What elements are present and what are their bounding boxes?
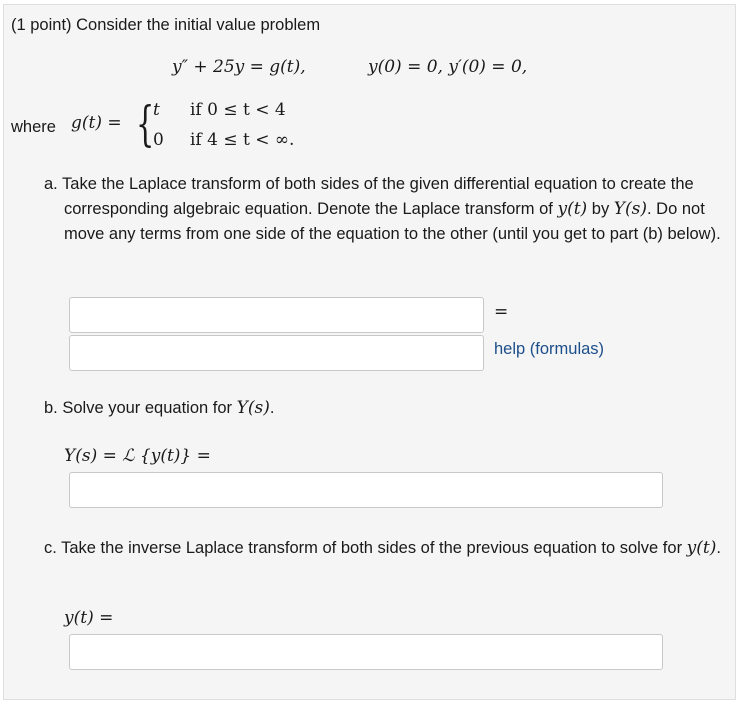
part-b-Ys: Y(s) bbox=[236, 398, 270, 418]
equals-sign: = bbox=[494, 302, 509, 322]
part-a bbox=[44, 172, 734, 247]
g-definition-lhs: g(t) = bbox=[71, 113, 122, 133]
part-a-instructions bbox=[44, 172, 734, 247]
problem-intro: (1 point) Consider the initial value problem bbox=[11, 16, 321, 34]
case2-condition: if 4 ≤ t < ∞. bbox=[190, 130, 295, 150]
part-a-lhs-input[interactable] bbox=[69, 297, 484, 333]
help-formulas-link[interactable]: help (formulas) bbox=[494, 340, 605, 358]
part-c-text: c. Take the inverse Laplace transform of both sides of the previous equation to solve for bbox=[44, 539, 687, 557]
initial-conditions: y(0) = 0, y′(0) = 0, bbox=[368, 57, 528, 77]
part-c-yt: y(t) bbox=[686, 538, 717, 558]
part-b-text: b. Solve your equation for bbox=[44, 399, 237, 417]
case1-condition: if 0 ≤ t < 4 bbox=[190, 100, 286, 120]
part-c bbox=[44, 535, 734, 561]
part-a-yt: y(t) bbox=[557, 199, 588, 219]
part-a-rhs-input[interactable] bbox=[69, 335, 484, 371]
part-c-instructions bbox=[44, 535, 734, 561]
part-c-input[interactable] bbox=[69, 634, 663, 670]
part-b-lhs: Y(s) = ℒ {y(t)} = bbox=[64, 446, 211, 466]
part-b-instructions bbox=[44, 396, 274, 420]
case2-value: 0 bbox=[153, 130, 164, 150]
part-a-text-start: a. Take the Laplace transform of both sides of the given differential equation to create the corresponding algebraic equation. Denote the Laplace transform of bbox=[44, 175, 694, 218]
case1-value: t bbox=[153, 100, 160, 120]
where-label: where bbox=[11, 118, 56, 136]
part-a-text-end: . Do not move any terms from one side of the equation to the other (until you get to part (b) below). bbox=[64, 200, 721, 243]
part-c-period: . bbox=[716, 539, 721, 557]
part-a-by: by bbox=[587, 200, 614, 218]
differential-equation: y″ + 25y = g(t), bbox=[172, 57, 306, 77]
part-b-period: . bbox=[269, 399, 275, 417]
piecewise-brace: { bbox=[136, 96, 155, 152]
part-a-Ys: Y(s) bbox=[613, 199, 648, 219]
part-b-input[interactable] bbox=[69, 472, 663, 508]
part-c-lhs: y(t) = bbox=[64, 608, 114, 628]
